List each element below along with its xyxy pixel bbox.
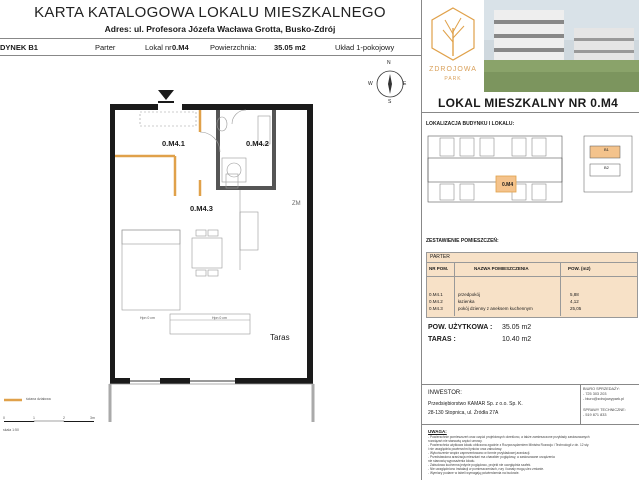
tech-label: SPRAWY TECHNICZNE: xyxy=(583,408,626,412)
table-row-name: łazienka xyxy=(458,299,475,304)
legend-label: ściana działowa xyxy=(26,397,51,401)
investor-label: INWESTOR: xyxy=(428,390,462,396)
compass-e: E xyxy=(403,81,407,87)
divider xyxy=(454,262,455,316)
compass-n: N xyxy=(387,60,391,66)
usable-area-value: 35.05 m2 xyxy=(502,324,532,331)
divider xyxy=(421,112,639,113)
unit-number-value: 0.M4 xyxy=(172,43,189,52)
terrace-label: Taras xyxy=(270,333,290,342)
col-nr: NR POM. xyxy=(429,266,449,271)
col-area: POW. (m2) xyxy=(568,266,591,271)
scale-1: 1 xyxy=(33,416,35,420)
notes-block xyxy=(428,435,636,475)
divider xyxy=(426,262,638,263)
divider xyxy=(421,424,639,425)
note-line: nie stanowią wyposażenia lokalu. xyxy=(428,459,476,463)
divider xyxy=(426,276,638,277)
building-rendering xyxy=(484,0,639,92)
note-line: rozwiązań nie stanowią części umowy. xyxy=(428,439,483,443)
area-value: 35.05 m2 xyxy=(274,43,306,52)
floor-label: Parter xyxy=(95,43,116,52)
usable-area-label: POW. UŻYTKOWA : xyxy=(428,324,493,331)
room-label-bathroom: 0.M4.2 xyxy=(246,139,269,148)
unit-tag: 0.M4 xyxy=(502,182,514,188)
address-line: Adres: ul. Profesora Józefa Wacława Grotta, Busko-Zdrój xyxy=(104,24,336,34)
sill-height-2: Hpn 0 cm xyxy=(212,316,227,320)
sales-label: BIURO SPRZEDAŻY: xyxy=(583,387,620,391)
col-name: NAZWA POMIESZCZENIA xyxy=(474,266,529,271)
table-row-area: 4,12 xyxy=(570,299,579,304)
note-line: - Przedstawiona aranżacja mieszkań ma charakter poglądowy, a zastosowane urządzenia xyxy=(428,455,555,459)
divider xyxy=(0,55,421,56)
compass-s: S xyxy=(388,99,392,105)
entrance-arrow xyxy=(158,90,174,100)
document-title: KARTA KATALOGOWA LOKALU MIESZKALNEGO xyxy=(34,4,386,21)
scale-note: skala 1:50 xyxy=(3,428,19,432)
zm-label: ZM xyxy=(292,201,301,207)
compass-w: W xyxy=(368,81,373,87)
note-line: - Wykończenie wnętrz zaprezentowano w formie przykładowej aranżacji. xyxy=(428,451,531,455)
tree-logo-icon xyxy=(428,6,478,64)
sales-phone: - 725 303 203 xyxy=(583,392,607,396)
unit-number-label: Lokal nr xyxy=(145,43,172,52)
table-row-name: pokój dzienny z aneksem kuchennym xyxy=(458,306,533,311)
terrace-area-value: 10.40 m2 xyxy=(502,336,532,343)
scale-2: 2 xyxy=(63,416,65,420)
note-line: i nie uwzględnia powierzchni tynków oraz zabudowy. xyxy=(428,447,503,451)
note-line: - Powierzchnie pomieszczeń oraz części projektowych określono, a także zamieszczone przykłady zastosowanych xyxy=(428,435,590,439)
floor-plan xyxy=(0,62,420,422)
investor-line1: Przedsiębiorstwo KAMAR Sp. z o.o. Sp. K. xyxy=(428,401,523,407)
logo-line2: PARK xyxy=(444,76,462,82)
note-line: - Nie uwzględniono instalacji w pomieszczeniach, rury i kanały mogą ulec zmianie. xyxy=(428,467,545,471)
table-row-nr: 0.M4.1 xyxy=(429,292,443,297)
layout-type: Układ 1-pokojowy xyxy=(335,43,395,52)
building-label: DYNEK B1 xyxy=(0,43,38,52)
table-row-nr: 0.M4.2 xyxy=(429,299,443,304)
room-label-living: 0.M4.3 xyxy=(190,204,213,213)
table-row-nr: 0.M4.3 xyxy=(429,306,443,311)
divider xyxy=(560,262,561,316)
divider xyxy=(0,38,421,39)
notes-label: UWAGA: xyxy=(428,429,447,434)
unit-title: LOKAL MIESZKALNY NR 0.M4 xyxy=(438,96,619,110)
tech-phone: - 519 871 833 xyxy=(583,413,607,417)
location-label: LOKALIZACJA BUDYNKU I LOKALU: xyxy=(426,121,515,127)
table-row-name: przedpokój xyxy=(458,292,481,297)
scale-3: 3m xyxy=(90,416,95,420)
divider xyxy=(580,384,581,424)
room-label-hall: 0.M4.1 xyxy=(162,139,185,148)
table-row-area: 25,05 xyxy=(570,306,582,311)
divider xyxy=(421,384,639,385)
note-line: - Powierzchnia użytkowa lokalu obliczona zgodnie z Rozporządzeniem Ministra Rozwoju i Technologii z dn. 12 sty. xyxy=(428,443,590,447)
key-b1: B1 xyxy=(604,147,609,152)
note-line: - Zabudowa kuchenna jedynie poglądowo, projekt nie uwzględnia szafek. xyxy=(428,463,532,467)
table-row-area: 5,88 xyxy=(570,292,579,297)
area-label: Powierzchnia: xyxy=(210,43,257,52)
scale-0: 0 xyxy=(3,416,5,420)
summary-label: ZESTAWIENIE POMIESZCZEŃ: xyxy=(426,238,499,244)
sales-email: - biuro@zdrojowypark.pl xyxy=(583,397,624,401)
sill-height-1: Hpn 0 cm xyxy=(140,316,155,320)
floor-heading: PARTER xyxy=(430,254,450,260)
note-line: - Wymiary podane w tabeli wymagają potwierdzenia na budowie. xyxy=(428,471,520,475)
investor-line2: 28-130 Stopnica, ul. Źródła 27A xyxy=(428,410,499,416)
logo-line1: ZDROJOWA xyxy=(429,66,477,73)
terrace-area-label: TARAS : xyxy=(428,336,456,343)
key-b2: B2 xyxy=(604,165,609,170)
